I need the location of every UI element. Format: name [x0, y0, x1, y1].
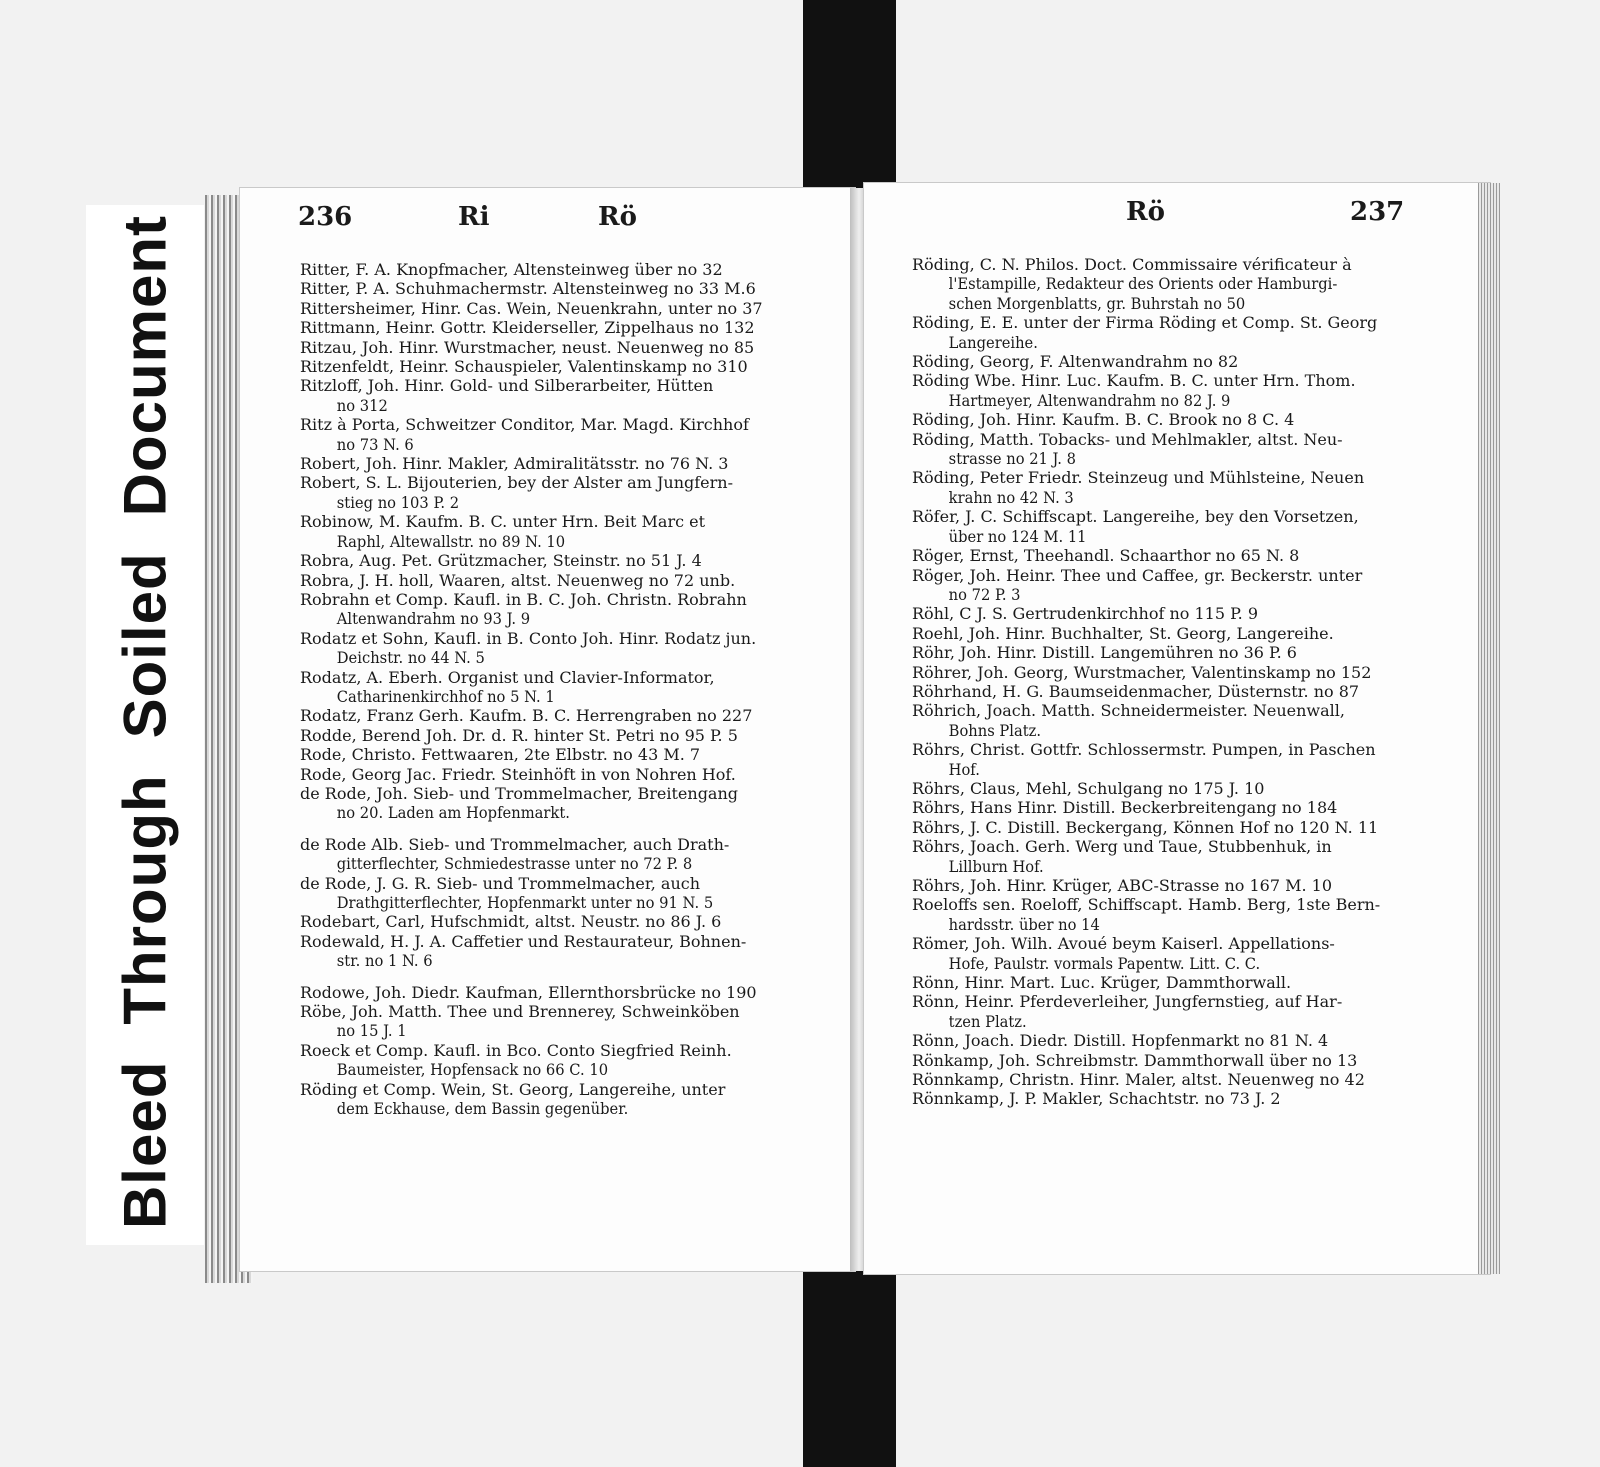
directory-entry	[912, 507, 1394, 546]
page-number: 236	[298, 202, 353, 232]
entry-line: Rönnkamp, J. P. Makler, Schachtstr. no 73 J. 2	[912, 1089, 1281, 1109]
stamp-word: Bleed	[111, 1060, 179, 1230]
directory-entry	[300, 784, 793, 823]
directory-entry	[912, 546, 1394, 565]
entry-continuation-line: Hofe, Paulstr. vormals Papentw. Litt. C. C.	[948, 953, 1261, 973]
entry-line: Ritzau, Joh. Hinr. Wurstmacher, neust. Neuenweg no 85	[300, 337, 755, 357]
directory-entry	[912, 566, 1394, 605]
entry-line: Ritter, F. A. Knopfmacher, Altensteinweg über no 32	[300, 260, 723, 279]
entry-continuation-line: Catharinenkirchhof no 5 N. 1	[336, 686, 555, 706]
entry-continuation-line: krahn no 42 N. 3	[948, 487, 1074, 507]
directory-entry	[300, 415, 793, 454]
entry-line: Röger, Joh. Heinr. Thee und Caffee, gr. Beckerstr. unter	[912, 565, 1363, 585]
entry-line: Röhl, C J. S. Gertrudenkirchhof no 115 P. 9	[912, 604, 1258, 624]
entry-line: Rodebart, Carl, Hufschmidt, altst. Neustr. no 86 J. 6	[300, 912, 722, 932]
directory-entry	[300, 279, 793, 298]
directory-entry	[912, 255, 1394, 313]
directory-entry	[300, 299, 793, 318]
entry-line: Robra, Aug. Pet. Grützmacher, Steinstr. no 51 J. 4	[300, 551, 702, 571]
directory-entry	[912, 1051, 1394, 1070]
directory-entry	[300, 571, 793, 590]
entry-continuation-line: no 72 P. 3	[948, 584, 1021, 604]
entry-line: Ritzloff, Joh. Hinr. Gold- und Silberarbeiter, Hütten	[300, 376, 714, 396]
page-number: 237	[1350, 197, 1405, 227]
stamp-word: Document	[111, 214, 179, 517]
directory-entry	[300, 1002, 793, 1041]
stamp-label	[111, 197, 180, 1247]
stamp-word: Through	[111, 774, 179, 1025]
book-page-edges-right	[1478, 183, 1500, 1274]
entry-line: Robrahn et Comp. Kaufl. in B. C. Joh. Christn. Robrahn	[300, 589, 747, 609]
entry-continuation-line: hardsstr. über no 14	[948, 914, 1100, 934]
entry-line: Rittersheimer, Hinr. Cas. Wein, Neuenkrahn, unter no 37	[300, 298, 763, 318]
directory-entry	[300, 512, 793, 551]
left-directory-entries	[300, 260, 793, 1118]
entry-line: Röhrs, Joach. Gerh. Werg und Taue, Stubbenhuk, in	[912, 837, 1332, 857]
directory-entry	[912, 992, 1394, 1031]
entry-line: Röhrer, Joh. Georg, Wurstmacher, Valentinskamp no 152	[912, 662, 1372, 682]
entry-line: Rodatz et Sohn, Kaufl. in B. Conto Joh. Hinr. Rodatz jun.	[300, 628, 757, 648]
entry-continuation-line: dem Eckhause, dem Bassin gegenüber.	[336, 1099, 629, 1119]
entry-line: Robert, S. L. Bijouterien, bey der Alster am Jungfern-	[300, 473, 733, 493]
entry-line: Rodatz, A. Eberh. Organist und Clavier-Informator,	[300, 667, 715, 687]
entry-line: Röhrich, Joach. Matth. Schneidermeister. Neuenwall,	[912, 701, 1345, 721]
entry-line: Röding, Matth. Tobacks- und Mehlmakler, altst. Neu-	[912, 429, 1343, 449]
entry-continuation-line: Langereihe.	[948, 332, 1038, 352]
entry-line: Ritzenfeldt, Heinr. Schauspieler, Valentinskamp no 310	[300, 357, 748, 377]
entry-continuation-line: Drathgitterflechter, Hopfenmarkt unter no 91 N. 5	[336, 893, 714, 912]
directory-entry	[300, 1041, 793, 1080]
left-page-header	[240, 202, 855, 242]
directory-entry	[912, 740, 1394, 779]
directory-entry	[912, 934, 1394, 973]
entry-continuation-line: no 73 N. 6	[336, 434, 414, 454]
entry-line: Röhrs, Joh. Hinr. Krüger, ABC-Strasse no 167 M. 10	[912, 876, 1333, 895]
entry-continuation-line: Bohns Platz.	[948, 720, 1041, 740]
entry-line: Rönkamp, Joh. Schreibmstr. Dammthorwall über no 13	[912, 1050, 1358, 1070]
running-head: Rö	[1126, 197, 1165, 227]
entry-continuation-line: str. no 1 N. 6	[336, 951, 433, 971]
entry-line: Rittmann, Heinr. Gottr. Kleiderseller, Zippelhaus no 132	[300, 318, 755, 338]
directory-entry	[300, 745, 793, 764]
entry-line: Röding Wbe. Hinr. Luc. Kaufm. B. C. unter Hrn. Thom.	[912, 371, 1356, 391]
directory-entry	[912, 779, 1394, 798]
directory-entry	[300, 1080, 793, 1119]
entry-continuation-line: gitterflechter, Schmiedestrasse unter no 72 P. 8	[336, 854, 693, 874]
entry-line: de Rode Alb. Sieb- und Trommelmacher, auch Drath-	[300, 834, 730, 854]
entry-continuation-line: stieg no 103 P. 2	[336, 492, 460, 512]
directory-entry	[912, 643, 1394, 662]
directory-entry	[912, 410, 1394, 429]
directory-entry	[300, 765, 793, 784]
directory-entry	[912, 371, 1394, 410]
right-page-header	[864, 197, 1490, 237]
directory-entry	[912, 430, 1394, 469]
directory-entry	[300, 338, 793, 357]
entry-continuation-line: no 312	[336, 395, 388, 415]
directory-entry	[912, 701, 1394, 740]
directory-entry	[912, 1070, 1394, 1089]
entry-continuation-line: schen Morgenblatts, gr. Buhrstah no 50	[948, 293, 1246, 313]
directory-entry	[912, 663, 1394, 682]
entry-line: Ritz à Porta, Schweitzer Conditor, Mar. Magd. Kirchhof	[300, 415, 749, 435]
entry-line: Römer, Joh. Wilh. Avoué beym Kaiserl. Appellations-	[912, 934, 1335, 954]
entry-continuation-line: Baumeister, Hopfensack no 66 C. 10	[336, 1060, 609, 1080]
directory-entry	[300, 932, 793, 971]
directory-entry	[300, 912, 793, 931]
directory-entry	[912, 1089, 1394, 1108]
entry-line: Röding, Georg, F. Altenwandrahm no 82	[912, 352, 1239, 372]
entry-line: Röbe, Joh. Matth. Thee und Brennerey, Schweinköben	[300, 1002, 740, 1022]
running-head: Ri	[458, 202, 490, 232]
directory-entry	[912, 876, 1394, 895]
entry-line: Röfer, J. C. Schiffscapt. Langereihe, bey den Vorsetzen,	[912, 507, 1359, 527]
directory-entry	[300, 706, 793, 725]
entry-line: Röhrs, J. C. Distill. Beckergang, Können Hof no 120 N. 11	[912, 817, 1379, 837]
entry-line: Röding, Joh. Hinr. Kaufm. B. C. Brook no 8 C. 4	[912, 410, 1295, 430]
entry-continuation-line: Deichstr. no 44 N. 5	[336, 648, 485, 668]
entry-continuation-line: Hof.	[948, 759, 980, 779]
entry-line: Rodatz, Franz Gerh. Kaufm. B. C. Herrengraben no 227	[300, 706, 753, 726]
entry-continuation-line: no 20. Laden am Hopfenmarkt.	[336, 803, 570, 823]
directory-entry	[912, 624, 1394, 643]
right-page	[864, 183, 1490, 1274]
entry-line: Robra, J. H. holl, Waaren, altst. Neuenweg no 72 unb.	[300, 570, 736, 590]
entry-line: Rönnkamp, Christn. Hinr. Maler, altst. Neuenweg no 42	[912, 1070, 1365, 1090]
directory-entry	[300, 668, 793, 707]
right-directory-entries	[912, 255, 1394, 1109]
entry-line: Rönn, Joach. Diedr. Distill. Hopfenmarkt no 81 N. 4	[912, 1031, 1329, 1051]
entry-continuation-line: Raphl, Altewallstr. no 89 N. 10	[336, 531, 566, 551]
directory-entry	[300, 473, 793, 512]
directory-entry	[912, 973, 1394, 992]
entry-continuation-line: no 15 J. 1	[336, 1021, 407, 1041]
entry-line: Rönn, Hinr. Mart. Luc. Krüger, Dammthorwall.	[912, 973, 1292, 993]
directory-entry	[300, 551, 793, 570]
directory-entry	[300, 726, 793, 745]
directory-entry	[300, 454, 793, 473]
entry-line: Rodowe, Joh. Diedr. Kaufman, Ellernthorsbrücke no 190	[300, 982, 757, 1002]
entry-line: Röger, Ernst, Theehandl. Schaarthor no 65 N. 8	[912, 546, 1300, 566]
entry-line: de Rode, J. G. R. Sieb- und Trommelmacher, auch	[300, 873, 701, 893]
directory-entry	[912, 468, 1394, 507]
entry-continuation-line: Altenwandrahm no 93 J. 9	[336, 609, 531, 629]
entry-line: Robinow, M. Kaufm. B. C. unter Hrn. Beit Marc et	[300, 512, 706, 532]
running-head: Rö	[598, 202, 637, 232]
directory-entry	[300, 835, 793, 874]
directory-entry	[912, 798, 1394, 817]
entry-continuation-line: Lillburn Hof.	[948, 856, 1044, 876]
entry-line: Rodewald, H. J. A. Caffetier und Restaurateur, Bohnen-	[300, 931, 747, 951]
directory-entry	[300, 357, 793, 376]
entry-line: Röding, C. N. Philos. Doct. Commissaire vérificateur à	[912, 255, 1352, 274]
entry-line: Roeloffs sen. Roeloff, Schiffscapt. Hamb. Berg, 1ste Bern-	[912, 895, 1381, 915]
entry-line: Röding et Comp. Wein, St. Georg, Langereihe, unter	[300, 1079, 726, 1099]
directory-entry	[300, 983, 793, 1002]
directory-entry	[912, 837, 1394, 876]
entry-line: Rode, Georg Jac. Friedr. Steinhöft in von Nohren Hof.	[300, 764, 736, 784]
entry-line: Röhrs, Hans Hinr. Distill. Beckerbreitengang no 184	[912, 798, 1338, 818]
entry-line: de Rode, Joh. Sieb- und Trommelmacher, Breitengang	[300, 783, 739, 803]
entry-line: Röhr, Joh. Hinr. Distill. Langemühren no 36 P. 6	[912, 643, 1297, 663]
entry-line: Röhrhand, H. G. Baumseidenmacher, Düsternstr. no 87	[912, 681, 1360, 701]
entry-continuation-line: über no 124 M. 11	[948, 526, 1087, 546]
directory-entry	[912, 313, 1394, 352]
directory-entry	[300, 376, 793, 415]
entry-line: Röding, E. E. unter der Firma Röding et Comp. St. Georg	[912, 313, 1378, 333]
entry-line: Rodde, Berend Joh. Dr. d. R. hinter St. Petri no 95 P. 5	[300, 725, 738, 745]
directory-entry	[912, 1031, 1394, 1050]
directory-entry	[300, 874, 793, 913]
ribbon-bookmark-top	[803, 0, 896, 200]
entry-line: Röhrs, Christ. Gottfr. Schlossermstr. Pumpen, in Paschen	[912, 740, 1376, 760]
directory-entry	[912, 895, 1394, 934]
directory-entry	[300, 318, 793, 337]
entry-continuation-line: l'Estampille, Redakteur des Orients oder Hamburgi-	[948, 274, 1338, 294]
stamp-word: Soiled	[111, 552, 179, 739]
directory-entry	[912, 818, 1394, 837]
directory-entry	[912, 352, 1394, 371]
entry-line: Ritter, P. A. Schuhmachermstr. Altensteinweg no 33 M.6	[300, 279, 756, 299]
entry-line: Rönn, Heinr. Pferdeverleiher, Jungfernstieg, auf Har-	[912, 992, 1343, 1012]
directory-entry	[300, 629, 793, 668]
entry-line: Röding, Peter Friedr. Steinzeug und Mühlsteine, Neuen	[912, 468, 1365, 488]
entry-line: Roehl, Joh. Hinr. Buchhalter, St. Georg, Langereihe.	[912, 623, 1334, 643]
directory-entry	[300, 590, 793, 629]
ribbon-bookmark-bottom	[803, 1270, 896, 1467]
entry-line: Rode, Christo. Fettwaaren, 2te Elbstr. no 43 M. 7	[300, 745, 701, 765]
left-page	[240, 188, 855, 1271]
entry-line: Robert, Joh. Hinr. Makler, Admiralitätsstr. no 76 N. 3	[300, 454, 729, 474]
directory-entry	[912, 604, 1394, 623]
entry-continuation-line: tzen Platz.	[948, 1011, 1027, 1031]
directory-entry	[912, 682, 1394, 701]
entry-line: Röhrs, Claus, Mehl, Schulgang no 175 J. 10	[912, 778, 1265, 798]
entry-continuation-line: Hartmeyer, Altenwandrahm no 82 J. 9	[948, 390, 1231, 410]
directory-entry	[300, 260, 793, 279]
entry-continuation-line: strasse no 21 J. 8	[948, 449, 1076, 469]
entry-line: Roeck et Comp. Kaufl. in Bco. Conto Siegfried Reinh.	[300, 1040, 732, 1060]
